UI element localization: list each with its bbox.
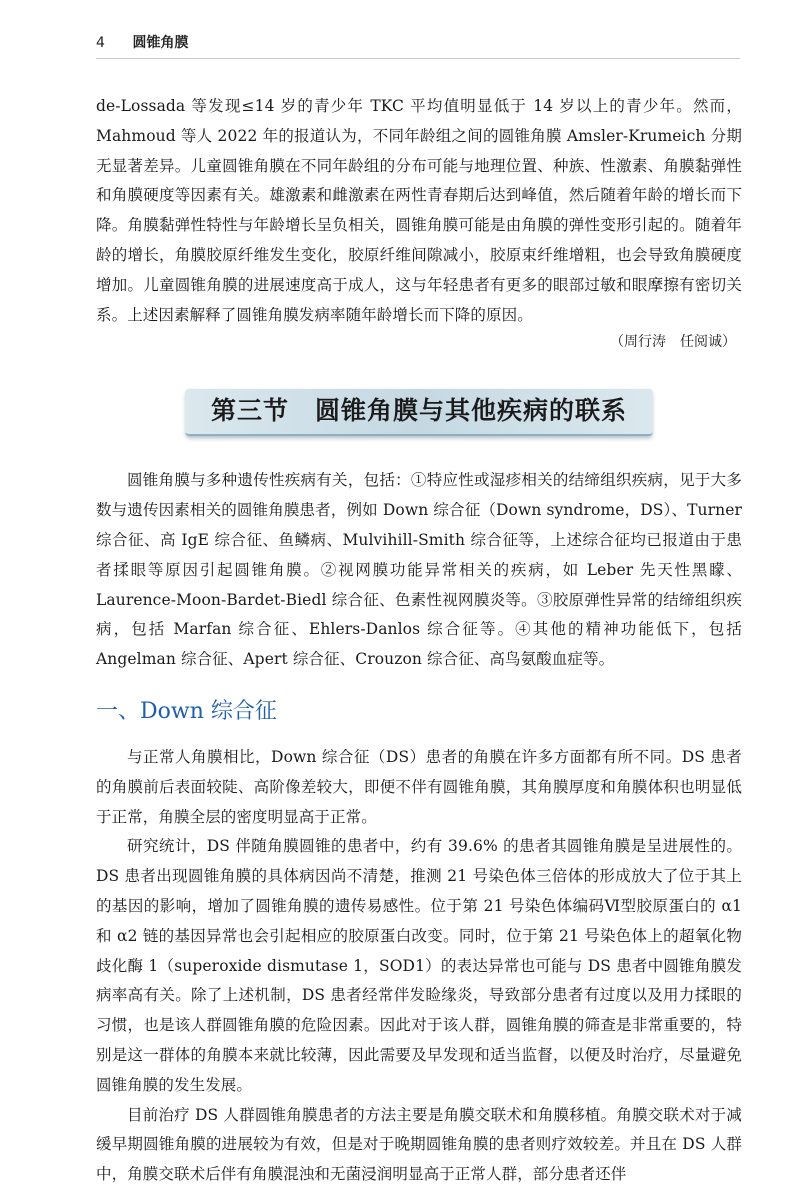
section-banner-wrap — [96, 388, 742, 436]
subsection-heading: 一、Down 综合征 — [96, 698, 277, 724]
section-paragraph: 圆锥角膜与多种遗传性疾病有关，包括：①特应性或湿疹相关的结缔组织疾病，见于大多数与遗传因素相关的圆锥角膜患者，例如 Down 综合征（Down syndrome，DS）、Turner 综合征、高 IgE 综合征、鱼鳞病、Mulvihill-Smith 综合征等，上述综合征均已报道由于患者揉眼等原因引起圆锥角膜。②视网膜功能异常相关的疾病，如 Leber 先天性黑矇、Laurence-Moon-Bardet-Biedl 综合征、色素性视网膜炎等。③胶原弹性异常的结缔组织疾病，包括 Marfan 综合征、Ehlers-Danlos 综合征等。④其他的精神功能低下，包括 Angelman 综合征、Apert 综合征、Crouzon 综合征、高鸟氨酸血症等。 — [96, 471, 742, 669]
intro-paragraph: de-Lossada 等发现≤14 岁的青少年 TKC 平均值明显低于 14 岁以上的青少年。然而，Mahmoud 等人 2022 年的报道认为，不同年龄组之间的圆锥角膜 Amsler-Krumeich 分期无显著差异。儿童圆锥角膜在不同年龄组的分布可能与地理位置、种族、性激素、角膜黏弹性和角膜硬度等因素有关。雄激素和雌激素在两性青春期后达到峰值，然后随着年龄的增长而下降。角膜黏弹性特性与年龄增长呈负相关，圆锥角膜可能是由角膜的弹性变形引起的。随着年龄的增长，角膜胶原纤维发生变化，胶原纤维间隙减小，胶原束纤维增粗，也会导致角膜硬度增加。儿童圆锥角膜的进展速度高于成人，这与年轻患者有更多的眼部过敏和眼摩擦有密切关系。上述因素解释了圆锥角膜发病率随年龄增长而下降的原因。 — [96, 97, 742, 324]
body-paragraph-3: 目前治疗 DS 人群圆锥角膜患者的方法主要是角膜交联术和角膜移植。角膜交联术对于减缓早期圆锥角膜的进展较为有效，但是对于晚期圆锥角膜的患者则疗效较差。并且在 DS 人群中，角膜交联术后伴有角膜混浊和无菌浸润明显高于正常人群，部分患者还伴 — [96, 1105, 742, 1184]
page-number: 4 — [96, 35, 105, 51]
body-paragraph-2: 研究统计，DS 伴随角膜圆锥的患者中，约有 39.6% 的患者其圆锥角膜是呈进展性的。DS 患者出现圆锥角膜的具体病因尚不清楚，推测 21 号染色体三倍体的形成放大了位于其上的基因的影响，增加了圆锥角膜的遗传易感性。位于第 21 号染色体编码Ⅵ型胶原蛋白的 α1 和 α2 链的基因异常也会引起相应的胶原蛋白改变。同时，位于第 21 号染色体上的超氧化物歧化酶 1（superoxide dismutase 1，SOD1）的表达异常也可能与 DS 患者中圆锥角膜发病率高有关。除了上述机制，DS 患者经常伴发睑缘炎，导致部分患者有过度以及用力揉眼的习惯，也是该人群圆锥角膜的危险因素。因此对于该人群，圆锥角膜的筛查是非常重要的，特别是这一群体的角膜本来就比较薄，因此需要及早发现和适当监督，以便及时治疗，尽量避免圆锥角膜的发生发展。 — [96, 837, 742, 1094]
running-header — [96, 28, 740, 59]
running-title: 圆锥角膜 — [132, 35, 189, 51]
section-number: 第三节 — [210, 396, 289, 426]
section-title: 圆锥角膜与其他疾病的联系 — [315, 396, 628, 426]
section-banner — [185, 388, 653, 436]
body-paragraph-1: 与正常人角膜相比，Down 综合征（DS）患者的角膜在许多方面都有所不同。DS 患者的角膜前后表面较陡、高阶像差较大，即便不伴有圆锥角膜，其角膜厚度和角膜体积也明显低于正常，角膜全层的密度明显高于正常。 — [96, 747, 742, 826]
page-body — [96, 92, 742, 1190]
author-signature: （周行涛 任阅诚） — [610, 334, 736, 351]
